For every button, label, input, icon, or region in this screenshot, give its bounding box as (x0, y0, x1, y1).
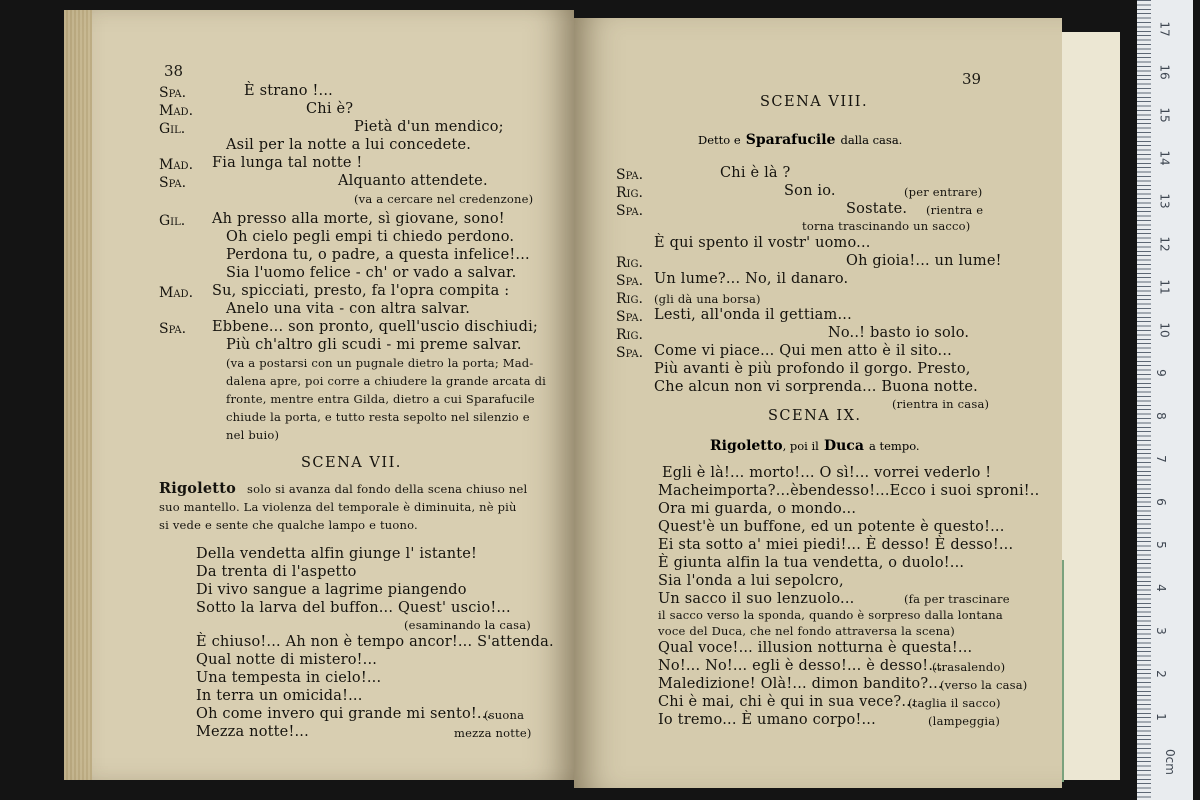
stage-direction: (va a postarsi con un pugnale dietro la porta; Mad- (226, 356, 534, 370)
scene-description-post: dalla casa. (840, 133, 903, 147)
open-book (64, 10, 1064, 785)
stage-direction: (verso la casa) (940, 678, 1028, 692)
dialogue-line: Fia lunga tal notte ! (212, 155, 363, 171)
verse-line: Macheimporta?...èbendesso!...Ecco i suoi sproni!.. (658, 483, 1040, 499)
ruler-label: 13 (1157, 193, 1172, 209)
verse-line: Quest'è un buffone, ed un potente è questo!... (658, 519, 1005, 535)
dialogue-line: È qui spento il vostr' uomo... (654, 235, 871, 251)
left-page (64, 10, 574, 780)
ruler-label: 15 (1157, 107, 1172, 123)
stage-direction: (trasalendo) (932, 660, 1006, 674)
verse-line: Della vendetta alfin giunge l' istante! (196, 546, 478, 562)
ruler-label: 4 (1153, 584, 1168, 592)
verse-line: Da trenta di l'aspetto (196, 564, 357, 580)
right-page (574, 18, 1062, 788)
dialogue-line: Come vi piace... Qui men atto è il sito... (654, 343, 952, 359)
dialogue-line: Perdona tu, o padre, a questa infelice!... (226, 247, 530, 263)
dialogue-line: Alquanto attendete. (338, 173, 488, 189)
dialogue-line: È strano !... (244, 83, 333, 99)
page-number: 38 (164, 62, 184, 80)
dialogue-line: Più avanti è più profondo il gorgo. Presto, (654, 361, 971, 377)
ruler-label: 7 (1153, 455, 1168, 463)
dialogue-line: Pietà d'un mendico; (354, 119, 504, 135)
speaker: Spa. (616, 273, 644, 289)
verse-line: Qual voce!... illusion notturna è questa!... (658, 640, 973, 656)
scene-description (698, 129, 902, 148)
stage-direction: mezza notte) (454, 726, 532, 740)
stage-direction: (gli dà una borsa) (654, 292, 761, 306)
speaker: Spa. (616, 203, 644, 219)
speaker: Rig. (616, 255, 643, 271)
scene-character: Duca (823, 438, 864, 454)
stage-direction: (fa per trascinare (904, 592, 1010, 606)
ruler-label: 16 (1157, 64, 1172, 80)
scene-description: solo si avanza dal fondo della scena chiuso nel (247, 482, 528, 496)
ruler-label: 10 (1157, 322, 1172, 338)
verse-line: No!... No!... egli è desso!... è desso!... (658, 658, 943, 674)
dialogue-line: Su, spicciati, presto, fa l'opra compita : (212, 283, 510, 299)
stage-direction: torna trascinando un sacco) (802, 219, 971, 233)
verse-line: Qual notte di mistero!... (196, 652, 378, 668)
ruler-label: 11 (1157, 279, 1172, 295)
dialogue-line: Più ch'altro gli scudi - mi preme salvar. (226, 337, 522, 353)
ruler-label: 12 (1157, 236, 1172, 252)
speaker: Spa. (616, 345, 644, 361)
scene-description-mid: , poi il (782, 439, 819, 453)
dialogue-line: Anelo una vita - con altra salvar. (226, 301, 471, 317)
speaker: Rig. (616, 327, 643, 343)
verse-line: Un sacco il suo lenzuolo... (658, 591, 855, 607)
ruler-ticks (1137, 0, 1151, 800)
stage-direction: il sacco verso la sponda, quando è sorpreso dalla lontana (658, 608, 1003, 622)
ruler-label: 8 (1153, 412, 1168, 420)
speaker: Spa. (159, 175, 187, 191)
scene-character: Rigoletto (710, 438, 783, 454)
speaker: Mad. (159, 157, 194, 173)
verse-line: È chiuso!... Ah non è tempo ancor!... S'attenda. (196, 634, 554, 650)
stage-direction: nel buio) (226, 428, 280, 442)
stage-direction: voce del Duca, che nel fondo attraversa la scena) (658, 624, 955, 638)
ruler-label: 6 (1153, 498, 1168, 506)
scene-character: Sparafucile (745, 132, 836, 148)
verse-line: Ora mi guarda, o mondo... (658, 501, 857, 517)
stage-direction: dalena apre, poi corre a chiudere la grande arcata di (226, 374, 547, 388)
stage-direction: (rientra e (926, 203, 984, 217)
scene-character: Rigoletto (159, 480, 236, 497)
verse-line: Ei sta sotto a' miei piedi!... È desso! È desso!... (658, 537, 1014, 553)
dialogue-line: Oh cielo pegli empi ti chiedo perdono. (226, 229, 515, 245)
ruler-label: 0cm (1162, 749, 1177, 775)
page-edge (64, 10, 92, 780)
stage-direction: (va a cercare nel credenzone) (354, 192, 534, 206)
speaker: Gil. (159, 121, 186, 137)
stage-direction: fronte, mentre entra Gilda, dietro a cui Sparafucile (226, 392, 535, 406)
dialogue-line: Asil per la notte a lui concedete. (226, 137, 472, 153)
ruler-label: 1 (1153, 713, 1168, 721)
scene-description: si vede e sente che qualche lampo e tuono. (159, 518, 418, 532)
scene-description-pre: Detto e (698, 133, 741, 147)
stage-direction: (rientra in casa) (892, 397, 990, 411)
speaker: Spa. (159, 321, 187, 337)
verse-line: Sotto la larva del buffon... Quest' uscio!... (196, 600, 511, 616)
verse-line: Mezza notte!... (196, 724, 309, 740)
dialogue-line: Che alcun non vi sorprenda... Buona notte. (654, 379, 978, 395)
dialogue-line: Sostate. (846, 201, 908, 217)
verse-line: Maledizione! Olà!... dimon bandito?... (658, 676, 943, 692)
speaker: Mad. (159, 103, 194, 119)
dialogue-line: No..! basto io solo. (828, 325, 970, 341)
measuring-ruler (1137, 0, 1193, 800)
speaker: Mad. (159, 285, 194, 301)
ruler-label: 14 (1157, 150, 1172, 166)
dialogue-line: Oh gioia!... un lume! (846, 253, 1002, 269)
stage-direction: (per entrare) (904, 185, 983, 199)
scene-heading: SCENA IX. (768, 408, 862, 424)
speaker: Rig. (616, 291, 643, 307)
speaker: Spa. (159, 85, 187, 101)
dialogue-line: Chi è? (306, 101, 354, 117)
dialogue-line: Sia l'uomo felice - ch' or vado a salvar. (226, 265, 517, 281)
dialogue-line: Ah presso alla morte, sì giovane, sono! (212, 211, 505, 227)
scene-description: suo mantello. La violenza del temporale è diminuita, nè più (159, 500, 517, 514)
verse-line: Egli è là!... morto!... O sì!... vorrei vederlo ! (662, 465, 992, 481)
verse-line: Sia l'onda a lui sepolcro, (658, 573, 844, 589)
speaker: Spa. (616, 167, 644, 183)
scene-description (710, 435, 920, 454)
ruler-label: 3 (1153, 627, 1168, 635)
ruler-label: 5 (1153, 541, 1168, 549)
dialogue-line: Son io. (784, 183, 836, 199)
ruler-label: 9 (1153, 369, 1168, 377)
dialogue-line: Un lume?... No, il danaro. (654, 271, 849, 287)
stage-direction: (lampeggia) (928, 714, 1001, 728)
verse-line: È giunta alfin la tua vendetta, o duolo!... (658, 555, 965, 571)
verse-line: Io tremo... È umano corpo!... (658, 712, 876, 728)
speaker: Spa. (616, 309, 644, 325)
ruler-label: 2 (1153, 670, 1168, 678)
dialogue-line: Chi è là ? (720, 165, 791, 181)
scene-heading: SCENA VIII. (760, 94, 869, 110)
dialogue-line: Ebbene... son pronto, quell'uscio dischiudi; (212, 319, 539, 335)
verse-line: Una tempesta in cielo!... (196, 670, 382, 686)
scene-description-post: a tempo. (868, 439, 920, 453)
page-number: 39 (962, 70, 982, 88)
stage-direction: (suona (484, 708, 525, 722)
verse-line: In terra un omicida!... (196, 688, 363, 704)
speaker: Rig. (616, 185, 643, 201)
dialogue-line: Lesti, all'onda il gettiam... (654, 307, 852, 323)
verse-line: Chi è mai, chi è qui in sua vece?... (658, 694, 916, 710)
verse-line: Di vivo sangue a lagrime piangendo (196, 582, 467, 598)
verse-line: Oh come invero qui grande mi sento!... (196, 706, 492, 722)
ruler-label: 17 (1157, 21, 1172, 37)
stage-direction: (taglia il sacco) (908, 696, 1001, 710)
stage-direction: chiude la porta, e tutto resta sepolto nel silenzio e (226, 410, 530, 424)
speaker: Gil. (159, 213, 186, 229)
scene-heading: SCENA VII. (301, 455, 402, 471)
stage-direction: (esaminando la casa) (404, 618, 531, 632)
